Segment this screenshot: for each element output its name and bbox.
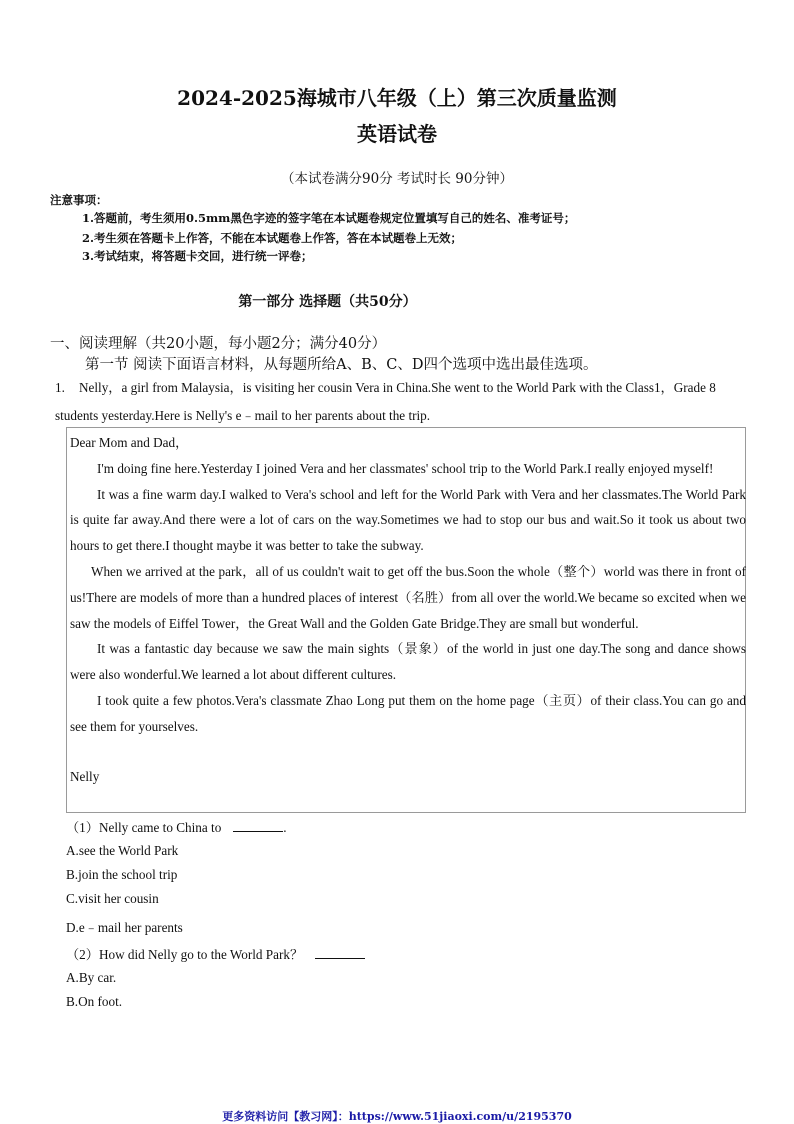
option-1a: A.see the World Park [66,843,179,858]
sub-question-1-stem: （1）Nelly came to China to [66,820,222,835]
sub-question-2 [66,944,365,963]
letter-body [70,428,746,789]
sub-question-2-stem: （2）How did Nelly go to the World Park？ [66,947,304,962]
letter-paragraph-2: It was a fine warm day.I walked to Vera's school and left for the World Park with Vera and her classmates.The World Park is quite far away.And there were a lot of cars on the way.Sometimes we had to stop our bus and wait.So it took us about two hours to get there.I thought maybe it was better to take the subway. [70,486,746,554]
sub-question-1 [66,817,287,836]
section-subheading: 第一节 阅读下面语言材料，从每题所给A、B、C、D四个选项中选出最佳选项。 [85,357,598,373]
exam-info: （本试卷满分90分 考试时长 90分钟） [281,171,513,187]
letter-paragraph-4: It was a fantastic day because we saw the main sights（景象）of the world in just one day.The song and dance shows were also wonderful.We learned a lot about different cultures. [70,641,746,683]
option-1b: B.join the school trip [66,867,178,882]
notice-item-1: 1.答题前，考生须用0.5mm黑色字迹的签字笔在本试题卷规定位置填写自己的姓名、准考证号； [82,211,576,225]
notice-item-3: 3.考试结束，将答题卡交回，进行统一评卷； [82,249,313,263]
letter-box [66,427,746,813]
option-1c: C.visit her cousin [66,891,159,906]
answer-blank[interactable] [233,819,283,832]
question-1-intro [55,374,749,430]
subject-title: 英语试卷 [357,122,437,146]
option-2b: B.On foot. [66,994,123,1009]
footer-link[interactable]: 更多资料访问【教习网】：https://www.51jiaoxi.com/u/2195370 [222,1110,572,1123]
option-2a: A.By car. [66,970,117,985]
question-intro-text: Nelly，a girl from Malaysia，is visiting her cousin Vera in China.She went to the World Park with the Class1，Grade 8 students yesterday.Here is Nelly's e﹣mail to her parents about the trip. [55,380,716,423]
part-title: 第一部分 选择题（共50分） [238,294,417,310]
letter-signature: Nelly [70,768,100,784]
letter-greeting: Dear Mom and Dad， [70,435,189,450]
sub-question-1-end: . [283,820,287,835]
exam-title: 2024-2025海城市八年级（上）第三次质量监测 [177,86,617,110]
notice-item-2: 2.考生须在答题卡上作答，不能在本试题卷上作答，答在本试题卷上无效； [82,231,463,245]
answer-blank[interactable] [315,946,365,959]
question-number: 1. [55,380,65,395]
letter-paragraph-3: When we arrived at the park，all of us couldn't wait to get off the bus.Soon the whole（整个）world was there in front of us!There are models of more than a hundred places of interest（名胜）from all over the world.We became so excited when we saw the models of Eiffel Tower，the Great Wall and the Golden Gate Bridge.They are small but wonderful. [70,563,746,631]
letter-paragraph-5: I took quite a few photos.Vera's classmate Zhao Long put them on the home page（主页）of their class.You can go and see them for yourselves. [70,692,746,734]
notice-heading: 注意事项： [50,193,108,207]
letter-paragraph-1: I'm doing fine here.Yesterday I joined Vera and her classmates' school trip to the World Park.I really enjoyed myself! [97,460,714,476]
option-1d: D.e﹣mail her parents [66,920,183,935]
section-heading: 一、阅读理解（共20小题，每小题2分；满分40分） [50,336,387,352]
